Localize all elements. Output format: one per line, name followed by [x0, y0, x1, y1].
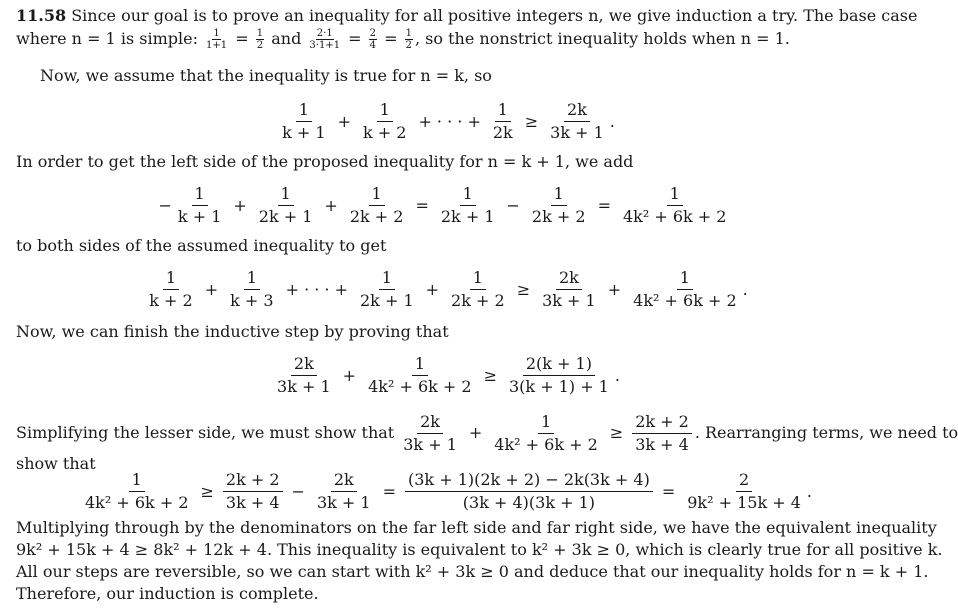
frac-half-2: $\frac{1}{2}$: [405, 28, 412, 51]
base-case-text: where n = 1 is simple:: [16, 29, 198, 48]
order-line: In order to get the left side of the proposed inequality for n = k + 1, we add: [16, 152, 634, 171]
equation-sum: $\frac{1}{k + 2}$ + $\frac{1}{k + 3}$ + · · · + $\frac{1}{2k + 1}$ + $\frac{1}{2k + 2}$ ≥ $\frac{2k}{3k + 1}$ + $\frac{1}{\text{4k² + 6k + 2}}$ .: [149, 267, 748, 310]
problem-number: 11.58: [16, 6, 67, 25]
frac-two-fourths: $\frac{2}{4}$: [369, 28, 377, 51]
conclusion-line-1: Multiplying through by the denominators on the far left side and far right side, we have the equivalent inequality: [16, 518, 937, 537]
show-that-line: show that: [16, 454, 96, 473]
intro-line-2: where n = 1 is simple: $\frac{1}{1+1}$ = $\frac{1}{2}$ and $\frac{2\cdot 1}{3\cdot 1+1}$ = $\frac{2}{4}$ = $\frac{1}{2}$ , so the nonstrict inequality holds when n = 1.: [16, 28, 790, 51]
conclusion-line-3: All our steps are reversible, so we can start with k² + 3k ≥ 0 and deduce that our inequality holds for n = k + 1.: [16, 562, 929, 581]
simplify-line: Simplifying the lesser side, we must show that $\frac{2k}{3k + 1}$ + $\frac{1}{\text{4k² + 6k + 2}}$ ≥ $\frac{2k + 2}{3k + 4}$ . Rearranging terms, we need to: [16, 411, 958, 454]
frac-base-1: $\frac{1}{1+1}$: [206, 28, 228, 51]
equation-added-terms: − $\frac{1}{k + 1}$ + $\frac{1}{2k + 1}$ + $\frac{1}{2k + 2}$ = $\frac{1}{2k + 1}$ − $\frac{1}{2k + 2}$ = $\frac{1}{\text{4k² + 6k + 2}}$: [158, 183, 727, 226]
frac-half-1: $\frac{1}{2}$: [256, 28, 264, 51]
assume-line: Now, we assume that the inequality is true for n = k, so: [40, 66, 492, 85]
equation-to-prove: $\frac{2k}{3k + 1}$ + $\frac{1}{\text{4k² + 6k + 2}}$ ≥ $\frac{2(k + 1)}{3(k + 1) + 1}$ .: [277, 353, 620, 396]
conclusion-line-4: Therefore, our induction is complete.: [16, 584, 319, 603]
intro-text-1: Since our goal is to prove an inequality for all positive integers n, we give induction a try. The base case: [66, 6, 918, 25]
finish-line: Now, we can finish the inductive step by proving that: [16, 322, 449, 341]
frac-base-2: $\frac{2\cdot 1}{3\cdot 1+1}$: [309, 28, 341, 51]
conclusion-line-2: 9k² + 15k + 4 ≥ 8k² + 12k + 4. This inequality is equivalent to k² + 3k ≥ 0, which is clearly true for all positive k.: [16, 540, 943, 559]
intro-line-1: [16, 6, 918, 26]
equation-assumed: $\frac{1}{k + 1}$ + $\frac{1}{k + 2}$ + · · · + $\frac{1}{2k}$ ≥ $\frac{2k}{3k + 1}$ .: [282, 99, 615, 142]
both-sides-line: to both sides of the assumed inequality to get: [16, 236, 387, 255]
equation-rearranged: $\frac{1}{\text{4k² + 6k + 2}}$ ≥ $\frac{2k + 2}{3k + 4}$ − $\frac{2k}{3k + 1}$ = $\frac{(3k + 1)(2k + 2) - 2k(3k + 4)}{(3k + 4)(3k + 1)}$ = $\frac{2}{\text{9k² + 15k + 4}}$ .: [85, 469, 812, 512]
